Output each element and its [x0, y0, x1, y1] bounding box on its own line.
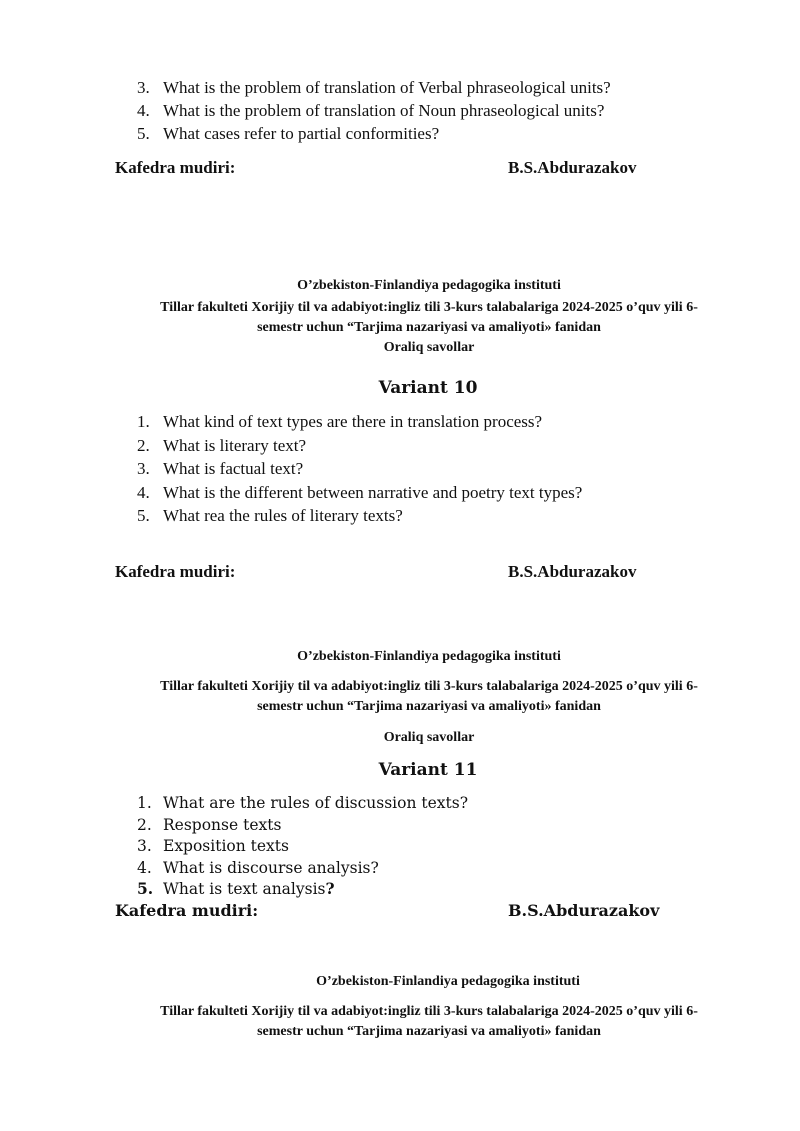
variant-title: Variant 11 — [378, 760, 478, 780]
question-item: 2. What is literary text? — [137, 436, 307, 455]
signature-name: B.S.Abdurazakov — [508, 158, 637, 177]
signature-label: Kafedra mudiri: — [115, 562, 236, 581]
faculty-line-1: Tillar fakulteti Xorijiy til va adabiyot:ingliz tili 3-kurs talabalariga 2024-2025 o’quv yili 6- — [160, 300, 698, 315]
question-item: 3. Exposition texts — [137, 837, 289, 855]
variant-title: Variant 10 — [378, 378, 478, 398]
question-item: 4. What is discourse analysis? — [137, 859, 379, 877]
question-item: 1. What are the rules of discussion texts? — [137, 794, 469, 812]
question-item: 4. What is the problem of translation of Noun phraseological units? — [137, 101, 605, 120]
exam-type: Oraliq savollar — [383, 730, 475, 745]
signature-name: B.S.Abdurazakov — [508, 562, 637, 581]
faculty-line-1: Tillar fakulteti Xorijiy til va adabiyot:ingliz tili 3-kurs talabalariga 2024-2025 o’quv yili 6- — [160, 1004, 698, 1019]
question-item: 5. What rea the rules of literary texts? — [137, 506, 403, 525]
institute-title: O’zbekiston-Finlandiya pedagogika instituti — [316, 974, 580, 989]
exam-type: Oraliq savollar — [383, 340, 475, 355]
institute-title: O’zbekiston-Finlandiya pedagogika instituti — [297, 649, 561, 664]
faculty-line-2: semestr uchun “Tarjima nazariyasi va amaliyoti» fanidan — [257, 699, 601, 714]
faculty-line-2: semestr uchun “Tarjima nazariyasi va amaliyoti» fanidan — [257, 1024, 601, 1039]
question-item: 2. Response texts — [137, 816, 282, 834]
institute-title: O’zbekiston-Finlandiya pedagogika instituti — [297, 278, 561, 293]
question-item: 5. What cases refer to partial conformities? — [137, 124, 440, 143]
question-item: 3. What is factual text? — [137, 459, 304, 478]
question-item: 5. What is text analysis? — [137, 879, 335, 898]
signature-label: Kafedra mudiri: — [115, 901, 259, 920]
signature-label: Kafedra mudiri: — [115, 158, 236, 177]
faculty-line-2: semestr uchun “Tarjima nazariyasi va amaliyoti» fanidan — [257, 320, 601, 335]
question-item: 3. What is the problem of translation of Verbal phraseological units? — [137, 78, 611, 97]
question-item: 1. What kind of text types are there in translation process? — [137, 412, 543, 431]
faculty-line-1: Tillar fakulteti Xorijiy til va adabiyot:ingliz tili 3-kurs talabalariga 2024-2025 o’quv yili 6- — [160, 679, 698, 694]
question-item: 4. What is the different between narrative and poetry text types? — [137, 483, 583, 502]
signature-name: B.S.Abdurazakov — [508, 901, 660, 920]
